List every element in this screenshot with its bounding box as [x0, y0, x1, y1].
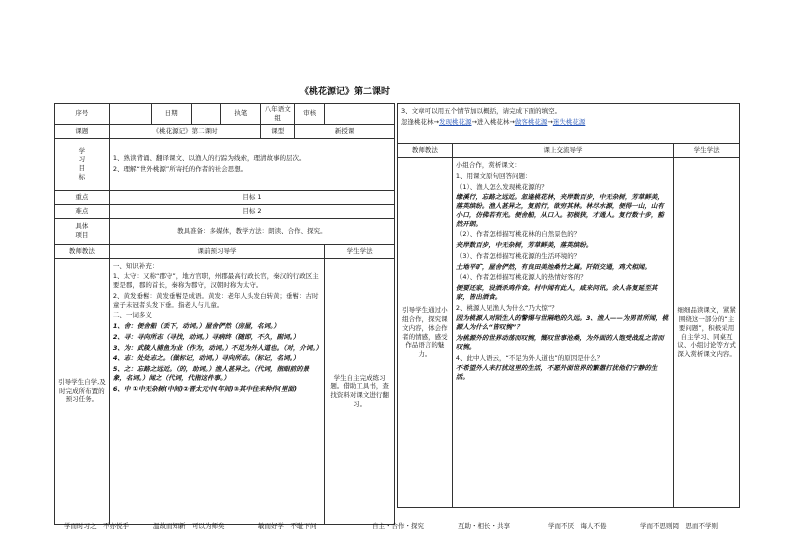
label-mubiao-char: 目: [78, 164, 86, 173]
polysemy-title: 二、一词多义: [112, 311, 152, 320]
footer-motto: 学而时习之 不亦悦乎: [64, 522, 129, 530]
label-zhibi: 执笔: [221, 104, 261, 125]
polysemy-item: 6、中 ①中无杂树(中间)②晋太元中(年间)③其中往来种作(里面): [112, 384, 297, 393]
plot-answer: 发现桃花源: [438, 117, 472, 126]
answer: 缘溪行，忘路之远近。忽逢桃花林，夹岸数百步，中无杂树，芳草鲜美，落英缤纷。渔人甚异之，复前行，欲穷其林。林尽水源，便得一山，山有小口，仿佛若有光。便舍船，从口入。初极狭，才通人。复行数十步，豁然开朗。: [455, 193, 664, 228]
col-class-guide: 课上交流导学: [452, 144, 673, 158]
col-teacher-method: 教师教法: [55, 244, 110, 258]
footer-motto: 自主・合作・探究: [372, 522, 424, 530]
footer-motto: 学而不思则罔 思而不学则: [640, 522, 718, 530]
plot-flow: [401, 118, 736, 127]
value-nandian: 目标 2: [109, 204, 394, 218]
label-keti: 课题: [55, 124, 110, 138]
cell-xuhao-value: [109, 104, 151, 125]
label-mubiao: [55, 138, 110, 190]
value-mubiao: [109, 138, 394, 190]
sub-question: （2）、作者怎样描写桃花林的自然景色的？: [455, 230, 581, 239]
polysemy-item: 4、志：处处志之。（做标记，动词。）寻向所志。（标记，名词。）: [112, 354, 300, 363]
knowledge-item: 1、太守：又称“郡守”，地方官职，州郡最高行政长官，秦汉的行政区主要是郡，郡的首长，秦称为郡守，汉朝时称为太守。: [112, 272, 319, 290]
plot-summary: [398, 104, 740, 144]
polysemy-item: 1、舍：便舍船（丢下，动词。）屋舍俨然（房屋，名词。）: [112, 322, 280, 331]
label-riqi: 日期: [151, 104, 191, 125]
question: 2、桃源人见渔人为什么“乃大惊”？: [455, 303, 558, 312]
knowledge-item: 2、黄发垂髫：黄发垂髫是成语。黄发：老年人头发白转黄；垂髫：古时童子未冠者头发下垂。指老人与儿童。: [112, 291, 319, 309]
label-juti-line: 具体: [75, 222, 89, 231]
right-class-content: [452, 158, 673, 508]
label-juti-line: 项目: [75, 231, 89, 240]
col-student-method: 学生学法: [674, 144, 740, 158]
sub-question: （4）、作者怎样描写桃花源人的热情好客的？: [455, 273, 587, 282]
label-shenhe: 审核: [295, 104, 325, 125]
answer: 便要还家，设酒杀鸡作食。村中闻有此人，咸来问讯。余人各复延至其家，皆出酒食。: [455, 284, 658, 301]
answer: 土地平旷，屋舍俨然，有良田美池桑竹之属。阡陌交通，鸡犬相闻。: [455, 262, 651, 271]
left-lesson-table: [54, 103, 395, 525]
value-juti: 教具准备：多媒体，教学方法：朗读、合作、探究。: [109, 218, 394, 244]
cell-riqi-value: [191, 104, 221, 125]
right-lesson-table: [397, 103, 740, 508]
col-student-method: 学生学法: [325, 244, 395, 258]
footer-motto: 互助・相长・共享: [458, 522, 510, 530]
label-nandian: 难点: [55, 204, 110, 218]
polysemy-item: 5、之：忘路之远近。（的，助词。）渔人甚异之。（代词，指眼前的景象，名词。）闻之（代词，代指这件事。）: [112, 365, 310, 382]
plot-question: 3、文章可以用五个情节加以概括，请完成下面的填空。: [401, 107, 562, 115]
sub-question: （1）、渔人怎么发现桃花源的？: [455, 182, 548, 191]
polysemy-item: 3、为：武陵人捕鱼为业（作为，动词。）不足为外人道也。（对，介词。）: [112, 343, 323, 352]
polysemy-item: 2、寻：寻向所志（寻找，动词。）寻病终（随即，不久，副词。）: [112, 332, 300, 341]
label-xuhao: 序号: [55, 104, 110, 125]
goal-1: 1、熟读背诵、翻译课文、以渔人的行踪为线索，理清故事的层次。: [112, 154, 306, 163]
footer-motto: 敏而好学 不耻下问: [258, 522, 317, 530]
label-juti: [55, 218, 110, 244]
footer-motto: 温故而知新 可以为师矣: [153, 522, 225, 530]
plot-flow-arrow: →: [547, 117, 553, 126]
answer: 夹岸数百步，中无杂树，芳草鲜美，落英缤纷。: [455, 241, 593, 250]
page-title: 《桃花源记》第二课时: [300, 87, 391, 97]
label-mubiao-char: 标: [78, 172, 86, 181]
left-teacher-text: 引导学生自学,及时完成所布置的预习任务。: [55, 258, 110, 524]
left-student-text: 学生自主完成练习题。借助工具书，查找资料对课文进行翻习。: [325, 258, 395, 524]
answer: 不希望外人来打扰这里的生活，不愿外面世界的繁嚣打扰他们宁静的生活。: [455, 364, 658, 382]
right-student-text: 细细品读课文，紧紧围绕这一部分的“主要问题”，积极采用自主学习、同桌互议、小组讨论等方式深入赏析课文内容。: [674, 158, 740, 508]
question: 1、用课文原句回答问题：: [455, 171, 532, 180]
goal-2: 2、理解“世外桃源”所寄托的作者的社会思想。: [112, 165, 248, 174]
answer: 因为桃源人对陌生人的警惕与世隔绝的久远。3、渔人——为男首所闻，桃源人为什么“皆叹惋”？: [455, 314, 669, 332]
footer-motto: 学而不厌 诲人不倦: [548, 522, 607, 530]
value-zhibi: 八年语文组: [261, 104, 295, 125]
value-zhongdian: 目标 1: [109, 190, 394, 204]
label-zhongdian: 重点: [55, 190, 110, 204]
label-mubiao-char: 习: [78, 155, 86, 164]
plot-flow-mid: →进入桃花林→: [471, 117, 515, 126]
knowledge-title: 一、知识补充：: [112, 261, 159, 270]
sub-question: （3）、作者怎样描写桃花源的生活环境的？: [455, 251, 581, 260]
value-kexing: 新授课: [295, 124, 395, 138]
right-teacher-text: 引导学生通过小组合作，探究课文内容，体会作者的情感，感受作品语言的魅力。: [398, 158, 453, 508]
col-preview-guide: 课前预习导学: [109, 244, 324, 258]
left-preview-content: [109, 258, 324, 524]
plot-answer: 做客桃花源: [514, 117, 548, 126]
question: 4、此中人语云，“不足为外人道也”的原因是什么？: [455, 353, 604, 362]
value-keti: 《桃花源记》第二课时: [109, 124, 260, 138]
plot-flow-prefix: 忽逢桃花林→: [401, 117, 439, 126]
col-teacher-method: 教师教法: [398, 144, 453, 158]
label-kexing: 课型: [261, 124, 295, 138]
group-task: 小组合作，赏析课文：: [455, 161, 521, 169]
cell-shenhe-value: [325, 104, 395, 125]
answer: 为桃源外的世界动荡而叹惋，慨叹世事沧桑，为外面的人饱受战乱之苦而叹惋。: [455, 334, 664, 351]
label-mubiao-char: 学: [78, 146, 86, 155]
plot-answer: 迷失桃花源: [552, 117, 586, 126]
